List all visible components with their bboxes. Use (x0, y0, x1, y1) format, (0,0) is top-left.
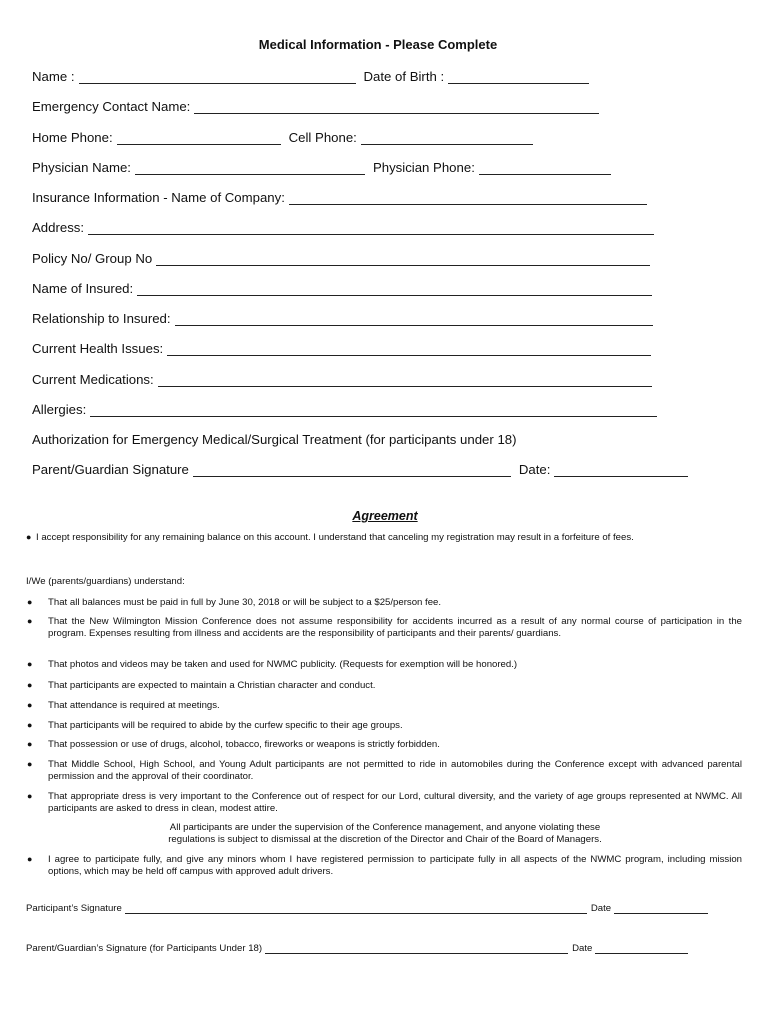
bullet-icon: ● (27, 739, 33, 749)
agreement-item: That appropriate dress is very important to the Conference out of respect for our Lord, cultural diversity, and the variety of age groups represented at NWMC. All participants are asked to dress in clean, modest attire. (48, 791, 742, 814)
agreement-heading: Agreement (352, 509, 418, 523)
policy-row (32, 248, 650, 266)
participant-signature-row (26, 903, 708, 914)
policy-label: Policy No/ Group No (32, 251, 153, 266)
name-field[interactable] (79, 70, 356, 84)
participant-signature-label: Participant’s Signature (26, 903, 122, 914)
guardian-signature-row (26, 943, 688, 954)
participant-signature-field[interactable] (125, 904, 587, 914)
parent-date-label: Date: (518, 462, 551, 477)
bullet-icon: ● (26, 532, 32, 542)
physician-phone-label: Physician Phone: (372, 160, 475, 175)
supervision-line-1: All participants are under the supervision of the Conference management, and anyone violating these (169, 822, 601, 833)
insured-label: Name of Insured: (32, 281, 134, 296)
emergency-field[interactable] (194, 100, 599, 114)
physician-phone-field[interactable] (479, 161, 611, 175)
cell-phone-label: Cell Phone: (288, 130, 357, 145)
policy-field[interactable] (156, 252, 650, 266)
parent-signature-row (32, 459, 688, 477)
parent-signature-label: Parent/Guardian Signature (32, 462, 189, 477)
address-label: Address: (32, 220, 85, 235)
emergency-row (32, 96, 599, 114)
authorization-label: Authorization for Emergency Medical/Surgical Treatment (for participants under 18) (32, 432, 517, 447)
home-phone-field[interactable] (117, 131, 281, 145)
agreement-item: That attendance is required at meetings. (48, 700, 220, 711)
health-row (32, 338, 651, 356)
bullet-icon: ● (27, 759, 33, 769)
guardian-date-label: Date (572, 943, 593, 954)
allergies-field[interactable] (90, 403, 657, 417)
physician-name-field[interactable] (135, 161, 365, 175)
participant-date-field[interactable] (614, 904, 708, 914)
dob-field[interactable] (448, 70, 589, 84)
insured-row (32, 278, 652, 296)
allergies-row (32, 399, 657, 417)
health-field[interactable] (167, 342, 651, 356)
participant-date-label: Date (590, 903, 612, 914)
supervision-line-2: regulations is subject to dismissal at the discretion of the Director and Chair of the Board of Managers. (168, 834, 602, 845)
authorization-row (32, 429, 517, 447)
physician-name-label: Physician Name: (32, 160, 131, 175)
agreement-item: That participants will be required to abide by the curfew specific to their age groups. (48, 720, 403, 731)
guardian-date-field[interactable] (595, 944, 688, 954)
relationship-row (32, 308, 653, 326)
agreement-item: That possession or use of drugs, alcohol, tobacco, fireworks or weapons is strictly forbidden. (48, 739, 440, 750)
guardian-signature-label: Parent/Guardian’s Signature (for Participants Under 18) (26, 943, 263, 954)
bullet-icon: ● (27, 616, 33, 626)
bullet-icon: ● (27, 597, 33, 607)
accept-text: I accept responsibility for any remaining balance on this account. I understand that canceling my registration may result in a forfeiture of fees. (36, 532, 634, 543)
cell-phone-field[interactable] (361, 131, 533, 145)
guardian-signature-field[interactable] (265, 944, 568, 954)
agreement-item: That participants are expected to maintain a Christian character and conduct. (48, 680, 376, 691)
name-row (32, 66, 589, 84)
bullet-icon: ● (27, 659, 33, 669)
agreement-item: That the New Wilmington Mission Conference does not assume responsibility for accidents incurred as a result of any normal course of participation in the program. Expenses resulting from illness and accidents are the responsibility of participants and their parents/ guardians. (48, 616, 742, 639)
medications-field[interactable] (158, 373, 652, 387)
agreement-item: That all balances must be paid in full by June 30, 2018 or will be subject to a $25/person fee. (48, 597, 442, 608)
parent-date-field[interactable] (554, 463, 688, 477)
form-title: Medical Information - Please Complete (258, 37, 498, 52)
physician-row (32, 157, 611, 175)
medications-row (32, 369, 652, 387)
parent-signature-field[interactable] (193, 463, 511, 477)
address-field[interactable] (88, 221, 654, 235)
phone-row (32, 127, 533, 145)
bullet-icon: ● (27, 854, 33, 864)
dob-label: Date of Birth : (363, 69, 445, 84)
bullet-icon: ● (27, 700, 33, 710)
agreement-item: That photos and videos may be taken and used for NWMC publicity. (Requests for exemption will be honored.) (48, 659, 518, 670)
insurance-label: Insurance Information - Name of Company: (32, 190, 285, 205)
insurance-field[interactable] (289, 191, 647, 205)
name-label: Name : (32, 69, 75, 84)
participate-text: I agree to participate fully, and give any minors whom I have registered permission to participate fully in all aspects of the NWMC program, including mission options, which may be held off campus with approved adult drivers. (48, 854, 742, 877)
relationship-field[interactable] (175, 312, 653, 326)
allergies-label: Allergies: (32, 402, 87, 417)
bullet-icon: ● (27, 791, 33, 801)
bullet-icon: ● (27, 720, 33, 730)
medications-label: Current Medications: (32, 372, 154, 387)
bullet-icon: ● (27, 680, 33, 690)
understand-label: I/We (parents/guardians) understand: (26, 576, 185, 587)
agreement-item: That Middle School, High School, and Young Adult participants are not permitted to ride in automobiles during the Conference except with advanced parental permission and the approval of their coordinator. (48, 759, 742, 782)
insured-field[interactable] (137, 282, 652, 296)
health-label: Current Health Issues: (32, 341, 164, 356)
relationship-label: Relationship to Insured: (32, 311, 171, 326)
home-phone-label: Home Phone: (32, 130, 113, 145)
emergency-label: Emergency Contact Name: (32, 99, 191, 114)
insurance-row (32, 187, 647, 205)
address-row (32, 217, 654, 235)
